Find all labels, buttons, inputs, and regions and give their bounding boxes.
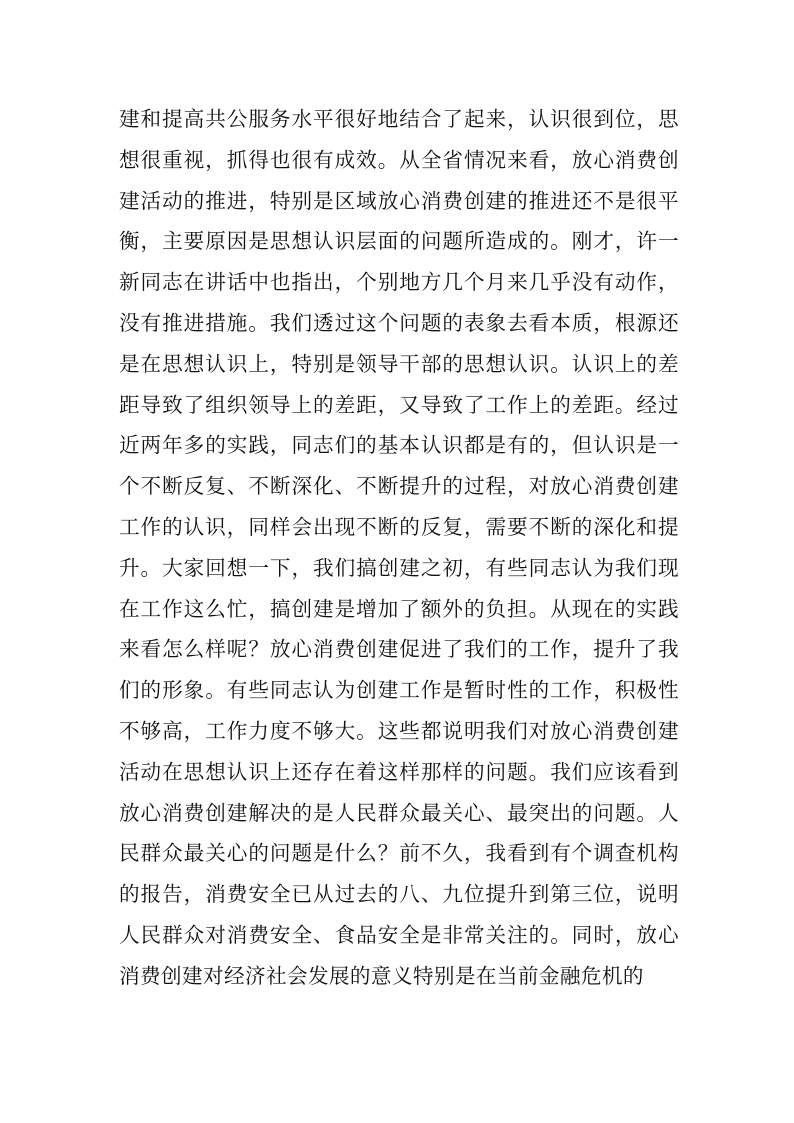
text-line: 距导致了组织领导上的差距，又导致了工作上的差距。经过 — [119, 392, 679, 417]
text-line: 放心消费创建解决的是人民群众最关心、最突出的问题。人 — [119, 800, 679, 825]
text-line: 工作的认识，同样会出现不断的反复，需要不断的深化和提 — [119, 514, 679, 539]
text-line: 衡，主要原因是思想认识层面的问题所造成的。刚才，许一 — [119, 229, 679, 254]
text-line: 近两年多的实践，同志们的基本认识都是有的，但认识是一 — [119, 433, 679, 458]
text-line: 的报告，消费安全已从过去的八、九位提升到第三位，说明 — [119, 882, 679, 907]
text-line: 建活动的推进，特别是区域放心消费创建的推进还不是很平 — [119, 188, 679, 213]
text-line: 升。大家回想一下，我们搞创建之初，有些同志认为我们现 — [119, 555, 679, 580]
text-line: 个不断反复、不断深化、不断提升的过程，对放心消费创建 — [119, 474, 679, 499]
text-line: 活动在思想认识上还存在着这样那样的问题。我们应该看到 — [119, 759, 679, 784]
text-line: 消费创建对经济社会发展的意义特别是在当前金融危机的 — [119, 963, 644, 988]
text-line: 民群众最关心的问题是什么？前不久，我看到有个调查机构 — [119, 841, 679, 866]
text-line: 们的形象。有些同志认为创建工作是暂时性的工作，积极性 — [119, 678, 679, 703]
text-line: 人民群众对消费安全、食品安全是非常关注的。同时，放心 — [119, 922, 679, 947]
text-line: 新同志在讲话中也指出，个别地方几个月来几乎没有动作， — [119, 270, 679, 295]
text-line: 来看怎么样呢？放心消费创建促进了我们的工作，提升了我 — [119, 637, 679, 662]
text-line: 在工作这么忙，搞创建是增加了额外的负担。从现在的实践 — [119, 596, 679, 621]
body-paragraph — [119, 99, 679, 997]
text-line: 没有推进措施。我们透过这个问题的表象去看本质，根源还 — [119, 310, 679, 335]
text-line: 建和提高共公服务水平很好地结合了起来，认识很到位，思 — [119, 107, 679, 131]
text-line: 不够高，工作力度不够大。这些都说明我们对放心消费创建 — [119, 718, 679, 743]
text-line: 是在思想认识上，特别是领导干部的思想认识。认识上的差 — [119, 351, 679, 376]
text-line: 想很重视，抓得也很有成效。从全省情况来看，放心消费创 — [119, 147, 679, 172]
